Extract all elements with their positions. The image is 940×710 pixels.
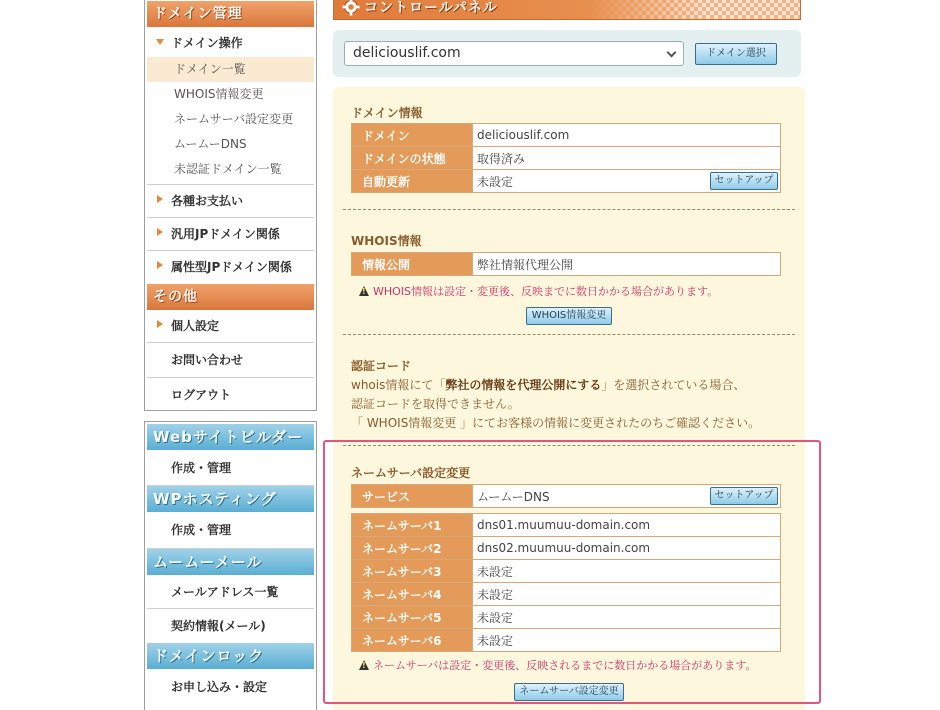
auto-renew-setup-button[interactable]: セットアップ	[710, 172, 778, 190]
table-row	[352, 170, 781, 193]
nameserver-service-label: サービス	[352, 485, 473, 508]
control-panel-header	[333, 0, 801, 20]
domain-select-button[interactable]: ドメイン選択	[695, 43, 777, 65]
nameserver-warning-text: ネームサーバは設定・変更後、反映されるまでに数日かかる場合があります。	[373, 659, 757, 672]
auto-renew-label: 自動更新	[352, 170, 473, 193]
sidebar-item-domain-lock-apply[interactable]: お申し込み・設定	[171, 680, 268, 694]
sidebar-sub-list	[147, 57, 314, 185]
nameserver-6-label: ネームサーバ6	[352, 629, 473, 652]
whois-change-button[interactable]: WHOIS情報変更	[526, 307, 612, 325]
whois-title: WHOIS情報	[351, 234, 422, 248]
sidebar-sub-domain-list[interactable]: ドメイン一覧	[147, 57, 314, 82]
sidebar-item-contact[interactable]: お問い合わせ	[147, 343, 314, 378]
domain-info-table	[351, 123, 781, 193]
page-title: コントロールパネル	[364, 0, 498, 16]
sidebar-top	[144, 0, 317, 411]
chevron-down-icon	[667, 48, 677, 58]
nameserver-3-label: ネームサーバ3	[352, 560, 473, 583]
nameserver-6-value: 未設定	[473, 629, 781, 652]
sidebar-item-label: 各種お支払い	[171, 194, 244, 208]
nameserver-4-label: ネームサーバ4	[352, 583, 473, 606]
sidebar-item-domain-ops[interactable]	[147, 27, 314, 57]
sidebar-item-wp-hosting-manage[interactable]: 作成・管理	[147, 512, 314, 549]
auth-code-description	[351, 376, 760, 433]
whois-warning-text: WHOIS情報は設定・変更後、反映までに数日かかる場合があります。	[373, 285, 719, 298]
sidebar-sub-whois-change[interactable]: WHOIS情報変更	[174, 87, 264, 101]
sidebar-section-domain-lock: ドメインロック	[147, 643, 314, 669]
domain-value: deliciouslif.com	[473, 124, 781, 147]
nameserver-highlight-box	[323, 440, 821, 704]
domain-select-value: deliciouslif.com	[353, 45, 461, 61]
nameserver-2-value: dns02.muumuu-domain.com	[473, 537, 781, 560]
triangle-down-icon	[156, 39, 164, 45]
triangle-right-icon	[157, 228, 163, 236]
divider	[343, 209, 795, 210]
sidebar-sub-unverified-domains[interactable]: 未認証ドメイン一覧	[174, 162, 282, 176]
sidebar-item-label: ドメイン操作	[171, 36, 243, 50]
table-row	[352, 253, 781, 276]
sidebar-item-web-builder-manage[interactable]: 作成・管理	[147, 450, 314, 486]
auth-code-line-2: 認証コードを取得できません。	[351, 397, 520, 411]
gear-icon	[342, 0, 360, 16]
whois-table	[351, 252, 781, 276]
nameserver-service-value: ムームーDNS	[477, 489, 550, 504]
triangle-right-icon	[157, 261, 163, 269]
auth-code-line-3: 「 WHOIS情報変更 」にてお客様の情報に変更されたのちご確認ください。	[351, 416, 761, 430]
nameserver-change-button[interactable]: ネームサーバ設定変更	[514, 683, 624, 701]
nameserver-5-value: 未設定	[473, 606, 781, 629]
auto-renew-value: 未設定	[477, 174, 514, 189]
nameserver-setup-button[interactable]: セットアップ	[710, 487, 778, 505]
domain-select-bar	[333, 30, 801, 77]
domain-select[interactable]	[344, 41, 684, 66]
whois-warning	[359, 283, 718, 299]
nameserver-2-label: ネームサーバ2	[352, 537, 473, 560]
nameserver-4-value: 未設定	[473, 583, 781, 606]
triangle-right-icon	[157, 195, 163, 203]
sidebar-sub-nameserver-change[interactable]: ネームサーバ設定変更	[174, 112, 294, 126]
domain-status-value: 取得済み	[473, 147, 781, 170]
triangle-right-icon	[157, 320, 163, 328]
nameserver-title: ネームサーバ設定変更	[351, 466, 471, 480]
sidebar-item-mail-address-list[interactable]: メールアドレス一覧	[147, 575, 314, 609]
whois-disclosure-value: 弊社情報代理公開	[473, 253, 781, 276]
auto-renew-cell	[473, 170, 781, 193]
divider	[343, 334, 795, 335]
auth-code-title: 認証コード	[351, 359, 412, 373]
warning-icon	[359, 286, 369, 296]
nameserver-3-value: 未設定	[473, 560, 781, 583]
whois-disclosure-label: 情報公開	[352, 253, 473, 276]
sidebar-item-label: 属性型JPドメイン関係	[171, 260, 292, 274]
sidebar-section-domain-management: ドメイン管理	[147, 1, 314, 27]
sidebar-item-payments[interactable]	[147, 185, 314, 218]
sidebar-item-jp-attribute[interactable]	[147, 251, 314, 284]
auth-code-line-1: whois情報にて「弊社の情報を代理公開にする」を選択されている場合、	[351, 378, 746, 392]
domain-label: ドメイン	[352, 124, 473, 147]
sidebar-section-wp-hosting: WPホスティング	[147, 486, 314, 512]
nameserver-5-label: ネームサーバ5	[352, 606, 473, 629]
table-row	[352, 147, 781, 170]
sidebar-item-logout[interactable]: ログアウト	[171, 388, 232, 402]
nameserver-1-label: ネームサーバ1	[352, 514, 473, 537]
table-row	[352, 124, 781, 147]
sidebar-sub-muumuu-dns[interactable]: ムームーDNS	[174, 137, 247, 151]
sidebar-item-label: 個人設定	[171, 319, 220, 333]
sidebar-bottom	[144, 421, 317, 710]
sidebar-section-muumuu-mail: ムームーメール	[147, 549, 314, 575]
sidebar-item-personal-settings[interactable]	[147, 310, 314, 343]
domain-status-label: ドメインの状態	[352, 147, 473, 170]
sidebar-item-label: 汎用JPドメイン関係	[171, 227, 280, 241]
sidebar-item-jp-general[interactable]	[147, 218, 314, 251]
domain-info-title: ドメイン情報	[351, 106, 423, 120]
sidebar-section-web-builder: Webサイトビルダー	[147, 424, 314, 450]
sidebar-item-contract-info[interactable]: 契約情報(メール)	[171, 619, 266, 633]
nameserver-1-value: dns01.muumuu-domain.com	[473, 514, 781, 537]
sidebar-section-other: その他	[147, 284, 314, 310]
